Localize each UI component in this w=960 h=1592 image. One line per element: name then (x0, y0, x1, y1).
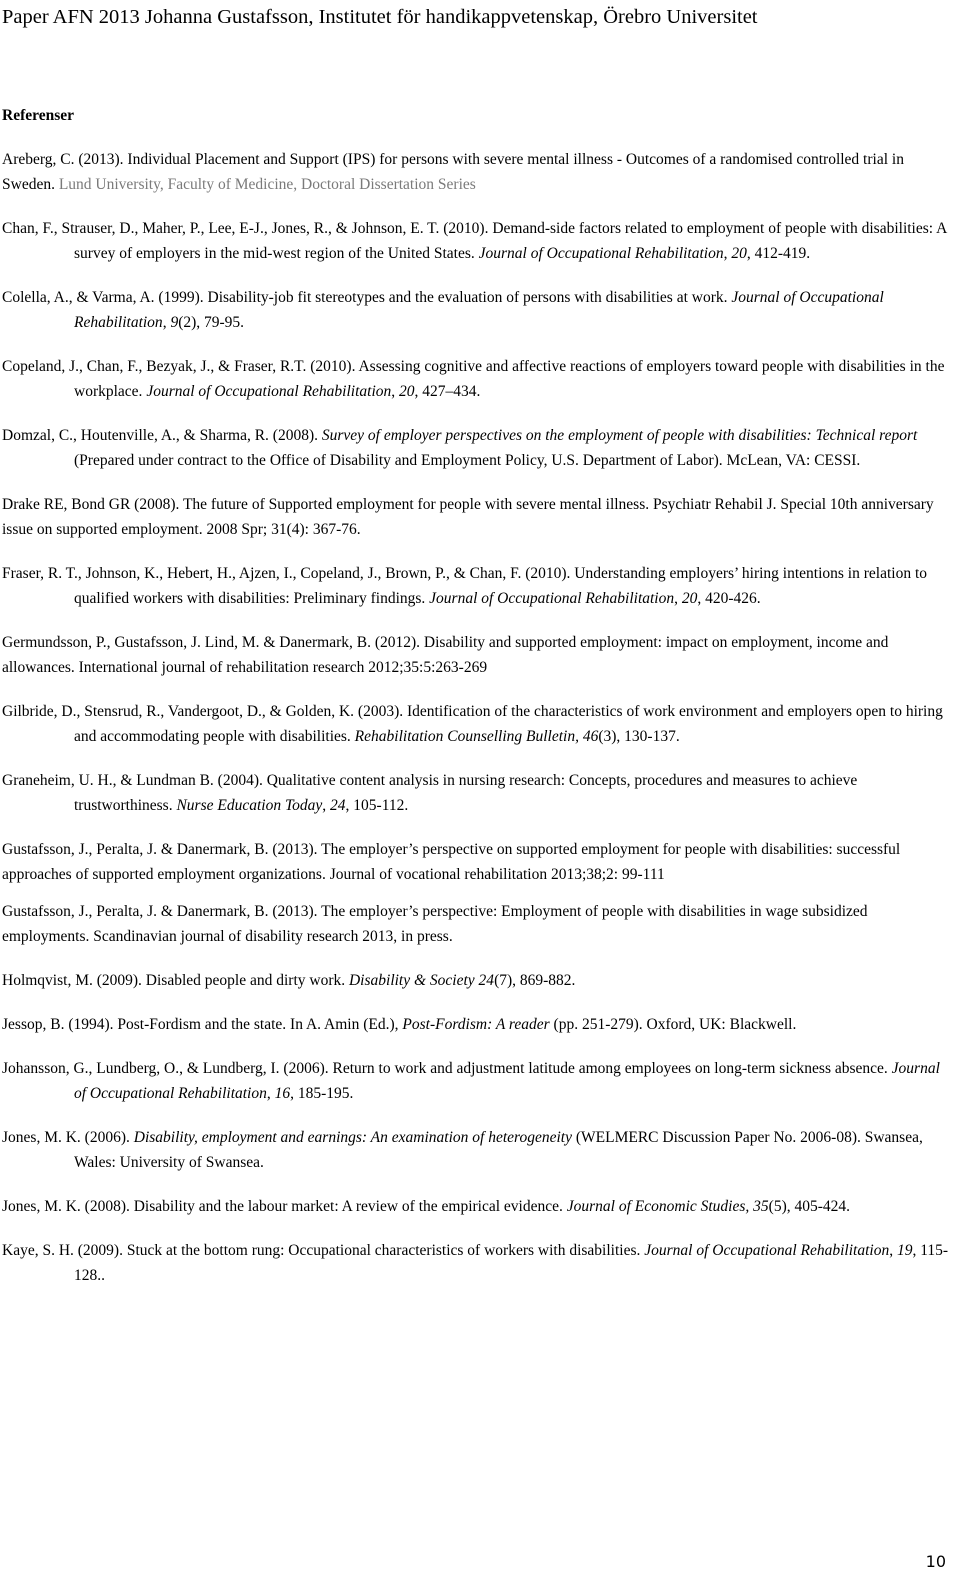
reference-italic-text: Survey of employer perspectives on the employment of people with disabilities: Technical report (321, 427, 918, 444)
reference-entry-gustafsson1 (2, 837, 950, 887)
reference-text: , (322, 797, 331, 814)
reference-entry-kaye (2, 1238, 950, 1288)
reference-italic-text: Journal of Occupational Rehabilitation (429, 590, 675, 607)
reference-italic-text: Journal of Occupational Rehabilitation (146, 383, 392, 400)
reference-text: , 412-419. (746, 245, 811, 262)
reference-entry-chan (2, 216, 950, 266)
reference-text: , (723, 245, 732, 262)
reference-text: (7), 869-882. (494, 972, 576, 989)
reference-italic-text: Journal of Occupational Rehabilitation (74, 1060, 940, 1102)
reference-entry-jones2008 (2, 1194, 950, 1219)
reference-entry-areberg (2, 147, 950, 197)
reference-text: Colella, A., & Varma, A. (1999). Disability-job fit stereotypes and the evaluation of persons with disabilities at work. (2, 289, 732, 306)
reference-italic-text: 24 (330, 797, 346, 814)
reference-text: (pp. 251-279). Oxford, UK: Blackwell. (549, 1016, 797, 1033)
reference-text: Gustafsson, J., Peralta, J. & Danermark, B. (2013). The employer’s perspective: Employment of people with disabilities in wage subsidized employments. Scandinavian journal of disability research 2013, in press. (2, 903, 868, 945)
reference-italic-text: 9 (170, 314, 179, 331)
page-header: Paper AFN 2013 Johanna Gustafsson, Institutet för handikappvetenskap, Örebro Universitet (2, 6, 758, 28)
reference-italic-text: Nurse Education Today (176, 797, 323, 814)
reference-entry-drake (2, 492, 950, 542)
reference-text: Johansson, G., Lundberg, O., & Lundberg, I. (2006). Return to work and adjustment latitude among employees on long-term sickness absence. (2, 1060, 892, 1077)
reference-text: , (674, 590, 682, 607)
reference-text: Fraser, R. T., Johnson, K., Hebert, H., Ajzen, I., Copeland, J., Brown, P., & Chan, F. (2010). Understanding employers’ hiring intentions in relation to qualified workers with disabilities: Preliminary findings. (2, 565, 928, 607)
reference-text: , (889, 1242, 897, 1259)
reference-italic-text: Post-Fordism: A reader (402, 1016, 550, 1033)
reference-text: (3), 130-137. (598, 728, 680, 745)
reference-text: , 115-128.. (74, 1242, 949, 1284)
reference-text: (Prepared under contract to the Office of Disability and Employment Policy, U.S. Department of Labor). McLean, VA: CESSI. (74, 452, 861, 469)
reference-entry-graneheim (2, 768, 950, 818)
section-heading: Referenser (2, 107, 75, 124)
reference-text: (WELMERC Discussion Paper No. 2006-08). Swansea, Wales: University of Swansea. (74, 1129, 923, 1171)
reference-italic-text: 16 (274, 1085, 291, 1102)
reference-italic-text: Journal of Occupational Rehabilitation (74, 289, 884, 331)
reference-text: , (266, 1085, 275, 1102)
reference-text: Gustafsson, J., Peralta, J. & Danermark, B. (2013). The employer’s perspective on supported employment for people with disabilities: successful approaches of supported employment organizations. Journal of vocational rehabilitation 2013;38;2: 99-111 (2, 841, 901, 883)
reference-entry-johansson (2, 1056, 950, 1106)
reference-text: Holmqvist, M. (2009). Disabled people and dirty work. (2, 972, 349, 989)
reference-text: , 185-195. (290, 1085, 354, 1102)
reference-italic-text: Journal of Occupational Rehabilitation (478, 245, 724, 262)
reference-text: Jessop, B. (1994). Post-Fordism and the state. In A. Amin (Ed.), (2, 1016, 403, 1033)
reference-entry-copeland (2, 354, 950, 404)
reference-text: Kaye, S. H. (2009). Stuck at the bottom rung: Occupational characteristics of workers with disabilities. (2, 1242, 645, 1259)
reference-italic-text: Disability & Society 24 (348, 972, 495, 989)
reference-entry-germundsson (2, 630, 950, 680)
reference-text: Areberg, C. (2013). Individual Placement and Support (IPS) for persons with severe mental illness - Outcomes of a randomised controlled trial in Sweden. (2, 151, 904, 193)
reference-entry-jessop (2, 1012, 950, 1037)
reference-text: , (391, 383, 400, 400)
reference-entry-fraser (2, 561, 950, 611)
reference-entry-domzal (2, 423, 950, 473)
reference-italic-text: 20 (399, 383, 415, 400)
reference-entry-colella (2, 285, 950, 335)
reference-text: , 105-112. (345, 797, 409, 814)
reference-list (2, 147, 950, 1288)
reference-text: Gilbride, D., Stensrud, R., Vandergoot, D., & Golden, K. (2003). Identification of the characteristics of work environment and employers open to hiring and accommodating people with disabilities. (2, 703, 943, 745)
reference-text: Chan, F., Strauser, D., Maher, P., Lee, E-J., Jones, R., & Johnson, E. T. (2010). Demand-side factors related to employment of people with disabilities: A survey of employers in the mid-west region of the United States. (2, 220, 947, 262)
page-number: 10 (925, 1552, 946, 1571)
reference-text: Copeland, J., Chan, F., Bezyak, J., & Fraser, R.T. (2010). Assessing cognitive and affective reactions of employers toward people with disabilities in the workplace. (2, 358, 945, 400)
reference-text: Domzal, C., Houtenville, A., & Sharma, R. (2008). (2, 427, 322, 444)
reference-text: (2), 79-95. (178, 314, 245, 331)
reference-text: , 427–434. (414, 383, 481, 400)
reference-text: , (162, 314, 171, 331)
reference-text: (5), 405-424. (768, 1198, 851, 1215)
reference-italic-text: 20 (731, 245, 747, 262)
reference-entry-gilbride (2, 699, 950, 749)
reference-italic-text: 20 (681, 590, 698, 607)
reference-entry-holmqvist (2, 968, 950, 993)
reference-text: Germundsson, P., Gustafsson, J. Lind, M. & Danermark, B. (2012). Disability and supported employment: impact on employment, income and allowances. International journal of rehabilitation research 2012;35:5:263-269 (2, 634, 889, 676)
reference-italic-text: Disability, employment and earnings: An examination of heterogeneity (133, 1129, 572, 1146)
reference-italic-text: 19 (896, 1242, 913, 1259)
reference-entry-jones2006 (2, 1125, 950, 1175)
reference-link-text: Lund University, Faculty of Medicine, Doctoral Dissertation Series (58, 176, 476, 193)
reference-text: Graneheim, U. H., & Lundman B. (2004). Qualitative content analysis in nursing research: Concepts, procedures and measures to achieve trustworthiness. (2, 772, 858, 814)
reference-italic-text: Journal of Occupational Rehabilitation (644, 1242, 890, 1259)
reference-italic-text: Rehabilitation Counselling Bulletin, 46 (354, 728, 599, 745)
reference-italic-text: Journal of Economic Studies, 35 (566, 1198, 769, 1215)
reference-text: Drake RE, Bond GR (2008). The future of Supported employment for people with severe mental illness. Psychiatr Rehabil J. Special 10th anniversary issue on supported employment. 2008 Spr; 31(4): 367-76. (2, 496, 934, 538)
reference-text: Jones, M. K. (2008). Disability and the labour market: A review of the empirical evidence. (2, 1198, 567, 1215)
reference-text: , 420-426. (697, 590, 761, 607)
reference-entry-gustafsson2 (2, 899, 950, 949)
reference-text: Jones, M. K. (2006). (2, 1129, 134, 1146)
